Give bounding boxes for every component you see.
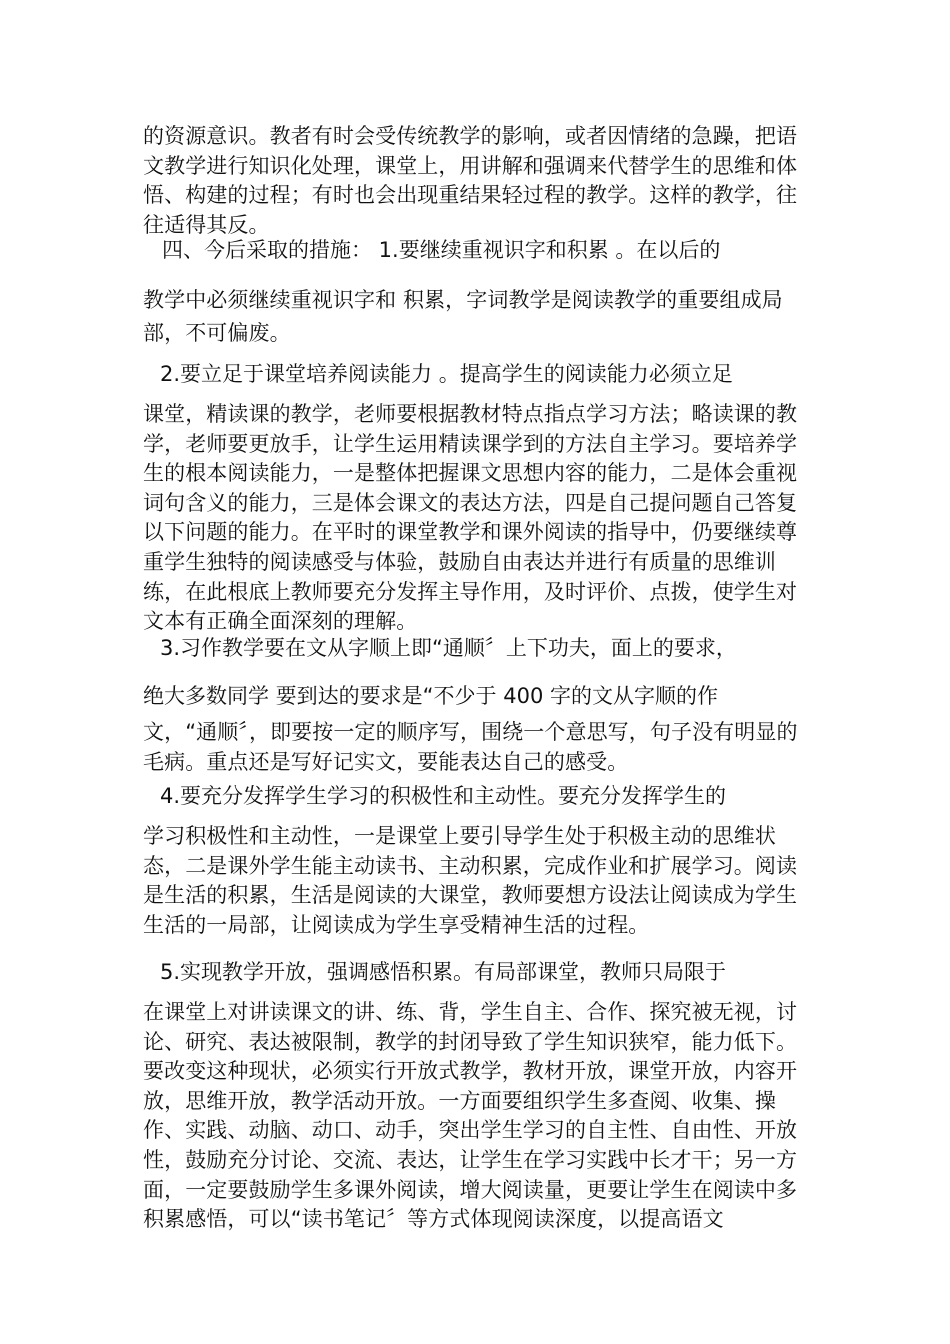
heading-measures-5: 5.实现教学开放，强调感悟积累。有局部课堂，教师只局限于 (160, 960, 727, 984)
paragraph-open-teaching: 在课堂上对讲读课文的讲、练、背，学生自主、合作、探究被无视，讨论、研究、表达被限制，教学的封闭导致了学生知识狭窄，能力低下。要改变这种现状，必须实行开放式教学，教材开放，课堂开放，内容开放，思维开放，教学活动开放。一方面要组织学生多查阅、收集、操作、实践、动脑、动口、动手，突出学生学习的自主性、自由性、开放性，鼓励充分讨论、交流、表达，让学生在学习实践中长才干；另一方面，一定要鼓励学生多课外阅读，增大阅读量，更要让学生在阅读中多积累感悟，可以“读书笔记〞等方式体现阅读深度，以提高语文 (143, 1000, 798, 1232)
paragraph-initiative: 学习积极性和主动性，一是课堂上要引导学生处于积极主动的思维状态，二是课外学生能主动读书、主动积累，完成作业和扩展学习。阅读是生活的积累，生活是阅读的大课堂，教师要想方设法让阅读成为学生生活的一局部，让阅读成为学生享受精神生活的过程。 (143, 824, 798, 937)
heading-measures-2: 2.要立足于课堂培养阅读能力 。提高学生的阅读能力必须立足 (160, 362, 733, 386)
heading-measures-1: 四、今后采取的措施： 1.要继续重视识字和积累 。在以后的 (162, 238, 721, 262)
paragraph-writing-line1: 绝大多数同学 要到达的要求是“不少于 400 字的文从字顺的作 (143, 684, 718, 708)
paragraph-writing-line2: 文，“通顺〞，即要按一定的顺序写，围绕一个意思写，句子没有明显的毛病。重点还是写好记实文，要能表达自己的感受。 (143, 720, 798, 774)
paragraph-resource-awareness: 的资源意识。教者有时会受传统教学的影响，或者因情绪的急躁，把语文教学进行知识化处理，课堂上，用讲解和强调来代替学生的思维和体悟、构建的过程；有时也会出现重结果轻过程的教学。这样的教学，往往适得其反。 (143, 124, 798, 237)
paragraph-reading-ability: 课堂，精读课的教学，老师要根据教材特点指点学习方法；略读课的教学，老师要更放手，让学生运用精读课学到的方法自主学习。要培养学生的根本阅读能力，一是整体把握课文思想内容的能力，二是体会重视词句含义的能力，三是体会课文的表达方法，四是自己提问题自己答复以下问题的能力。在平时的课堂教学和课外阅读的指导中，仍要继续尊重学生独特的阅读感受与体验，鼓励自由表达并进行有质量的思维训练，在此根底上教师要充分发挥主导作用，及时评价、点拨，使学生对文本有正确全面深刻的理解。 (143, 402, 798, 634)
heading-measures-3: 3.习作教学要在文从字顺上即“通顺〞上下功夫，面上的要求， (160, 636, 737, 660)
heading-measures-4: 4.要充分发挥学生学习的积极性和主动性。要充分发挥学生的 (160, 784, 727, 808)
paragraph-literacy: 教学中必须继续重视识字和 积累，字词教学是阅读教学的重要组成局部，不可偏废。 (143, 288, 783, 345)
